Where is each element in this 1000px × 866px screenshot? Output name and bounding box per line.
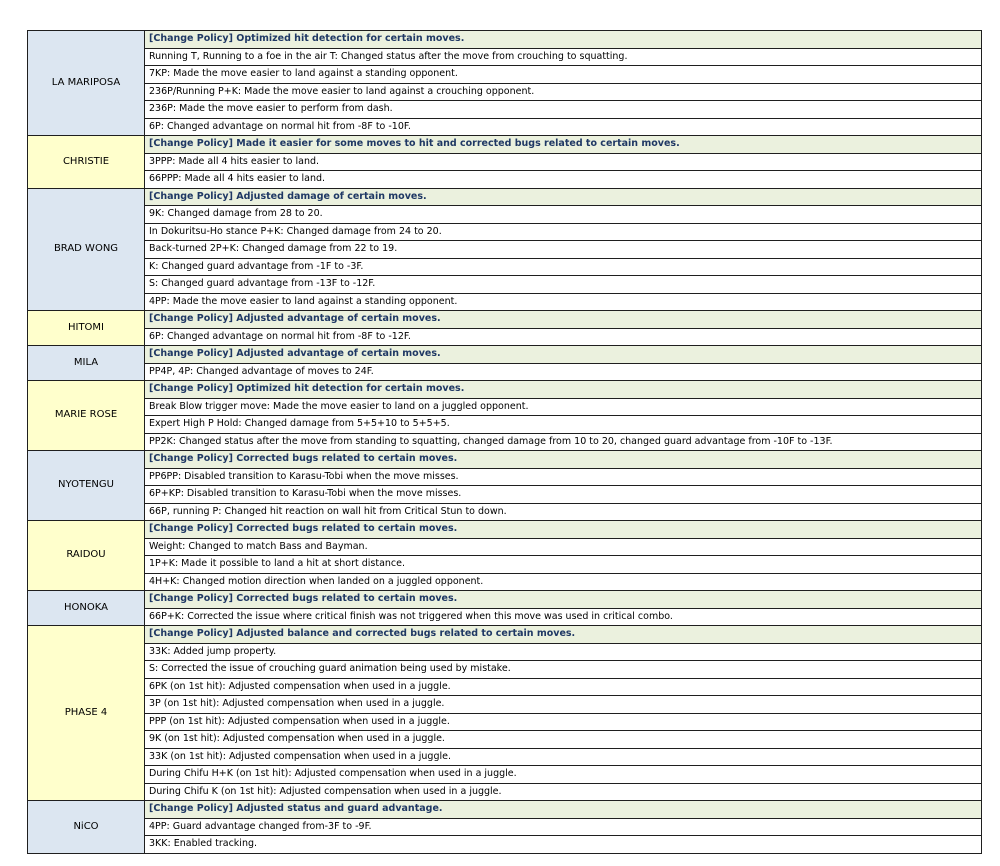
change-detail: 33K: Added jump property. — [145, 643, 982, 661]
table-row — [28, 556, 982, 574]
change-policy: [Change Policy] Adjusted damage of certain moves. — [145, 188, 982, 206]
table-row — [28, 363, 982, 381]
table-row — [28, 468, 982, 486]
table-row — [28, 643, 982, 661]
change-policy: [Change Policy] Made it easier for some moves to hit and corrected bugs related to certain moves. — [145, 136, 982, 154]
change-detail: During Chifu K (on 1st hit): Adjusted compensation when used in a juggle. — [145, 783, 982, 801]
table-row — [28, 696, 982, 714]
table-row — [28, 416, 982, 434]
change-notes-body — [28, 31, 982, 854]
table-row — [28, 713, 982, 731]
change-detail: 9K: Changed damage from 28 to 20. — [145, 206, 982, 224]
change-detail: 6P+KP: Disabled transition to Karasu-Tobi when the move misses. — [145, 486, 982, 504]
change-detail: S: Corrected the issue of crouching guard animation being used by mistake. — [145, 661, 982, 679]
table-row — [28, 398, 982, 416]
change-detail: 4PP: Made the move easier to land against a standing opponent. — [145, 293, 982, 311]
change-detail: 3PPP: Made all 4 hits easier to land. — [145, 153, 982, 171]
table-row — [28, 118, 982, 136]
change-policy: [Change Policy] Adjusted advantage of certain moves. — [145, 346, 982, 364]
change-detail: PP6PP: Disabled transition to Karasu-Tobi when the move misses. — [145, 468, 982, 486]
table-row — [28, 293, 982, 311]
change-detail: 1P+K: Made it possible to land a hit at short distance. — [145, 556, 982, 574]
change-detail: 33K (on 1st hit): Adjusted compensation when used in a juggle. — [145, 748, 982, 766]
character-group-marie-rose — [28, 381, 982, 399]
table-row — [28, 66, 982, 84]
character-group-la-mariposa — [28, 31, 982, 49]
change-detail: K: Changed guard advantage from -1F to -3F. — [145, 258, 982, 276]
table-row — [28, 433, 982, 451]
change-detail: During Chifu H+K (on 1st hit): Adjusted compensation when used in a juggle. — [145, 766, 982, 784]
change-policy: [Change Policy] Corrected bugs related to certain moves. — [145, 591, 982, 609]
character-name: BRAD WONG — [28, 188, 145, 311]
change-detail: S: Changed guard advantage from -13F to -12F. — [145, 276, 982, 294]
table-row — [28, 153, 982, 171]
change-detail: In Dokuritsu-Ho stance P+K: Changed damage from 24 to 20. — [145, 223, 982, 241]
character-group-nico — [28, 801, 982, 819]
table-row — [28, 573, 982, 591]
change-detail: 66P, running P: Changed hit reaction on wall hit from Critical Stun to down. — [145, 503, 982, 521]
change-detail: 3P (on 1st hit): Adjusted compensation when used in a juggle. — [145, 696, 982, 714]
table-row — [28, 783, 982, 801]
change-detail: PPP (on 1st hit): Adjusted compensation when used in a juggle. — [145, 713, 982, 731]
change-policy: [Change Policy] Corrected bugs related to certain moves. — [145, 451, 982, 469]
table-row — [28, 328, 982, 346]
table-row — [28, 241, 982, 259]
table-row — [28, 503, 982, 521]
change-detail: Running T, Running to a foe in the air T: Changed status after the move from crouching to squatting. — [145, 48, 982, 66]
table-row — [28, 836, 982, 854]
character-group-nyotengu — [28, 451, 982, 469]
change-detail: 6PK (on 1st hit): Adjusted compensation when used in a juggle. — [145, 678, 982, 696]
change-detail: PP2K: Changed status after the move from standing to squatting, changed damage from 10 to 20, changed guard advantage from -10F to -13F. — [145, 433, 982, 451]
table-row — [28, 223, 982, 241]
change-detail: 7KP: Made the move easier to land against a standing opponent. — [145, 66, 982, 84]
change-policy: [Change Policy] Adjusted advantage of certain moves. — [145, 311, 982, 329]
character-group-raidou — [28, 521, 982, 539]
character-name: MARIE ROSE — [28, 381, 145, 451]
table-row — [28, 766, 982, 784]
table-row — [28, 83, 982, 101]
character-name: RAIDOU — [28, 521, 145, 591]
change-policy: [Change Policy] Optimized hit detection for certain moves. — [145, 31, 982, 49]
character-name: MILA — [28, 346, 145, 381]
change-detail: Expert High P Hold: Changed damage from 5+5+10 to 5+5+5. — [145, 416, 982, 434]
change-notes-table — [27, 30, 982, 854]
change-detail: Break Blow trigger move: Made the move easier to land on a juggled opponent. — [145, 398, 982, 416]
table-row — [28, 748, 982, 766]
change-policy: [Change Policy] Corrected bugs related to certain moves. — [145, 521, 982, 539]
change-detail: 3KK: Enabled tracking. — [145, 836, 982, 854]
character-name: NYOTENGU — [28, 451, 145, 521]
table-row — [28, 678, 982, 696]
table-row — [28, 818, 982, 836]
change-policy: [Change Policy] Adjusted status and guard advantage. — [145, 801, 982, 819]
table-row — [28, 276, 982, 294]
character-group-honoka — [28, 591, 982, 609]
change-detail: 6P: Changed advantage on normal hit from -8F to -10F. — [145, 118, 982, 136]
change-detail: 236P: Made the move easier to perform from dash. — [145, 101, 982, 119]
table-row — [28, 101, 982, 119]
character-group-brad-wong — [28, 188, 982, 206]
character-group-mila — [28, 346, 982, 364]
character-name: LA MARIPOSA — [28, 31, 145, 136]
change-detail: 66PPP: Made all 4 hits easier to land. — [145, 171, 982, 189]
character-group-phase-4 — [28, 626, 982, 644]
table-row — [28, 206, 982, 224]
character-name: CHRISTIE — [28, 136, 145, 189]
table-row — [28, 731, 982, 749]
table-row — [28, 608, 982, 626]
table-row — [28, 258, 982, 276]
character-name: NiCO — [28, 801, 145, 854]
character-name: HONOKA — [28, 591, 145, 626]
change-detail: Weight: Changed to match Bass and Bayman. — [145, 538, 982, 556]
change-detail: PP4P, 4P: Changed advantage of moves to 24F. — [145, 363, 982, 381]
table-row — [28, 48, 982, 66]
change-detail: 66P+K: Corrected the issue where critical finish was not triggered when this move was used in critical combo. — [145, 608, 982, 626]
change-detail: 6P: Changed advantage on normal hit from -8F to -12F. — [145, 328, 982, 346]
table-row — [28, 661, 982, 679]
change-detail: Back-turned 2P+K: Changed damage from 22 to 19. — [145, 241, 982, 259]
character-group-christie — [28, 136, 982, 154]
change-policy: [Change Policy] Optimized hit detection for certain moves. — [145, 381, 982, 399]
table-row — [28, 538, 982, 556]
change-detail: 4PP: Guard advantage changed from-3F to -9F. — [145, 818, 982, 836]
change-detail: 9K (on 1st hit): Adjusted compensation when used in a juggle. — [145, 731, 982, 749]
change-detail: 236P/Running P+K: Made the move easier to land against a crouching opponent. — [145, 83, 982, 101]
character-name: PHASE 4 — [28, 626, 145, 801]
change-detail: 4H+K: Changed motion direction when landed on a juggled opponent. — [145, 573, 982, 591]
character-group-hitomi — [28, 311, 982, 329]
table-row — [28, 486, 982, 504]
change-policy: [Change Policy] Adjusted balance and corrected bugs related to certain moves. — [145, 626, 982, 644]
character-name: HITOMI — [28, 311, 145, 346]
table-row — [28, 171, 982, 189]
